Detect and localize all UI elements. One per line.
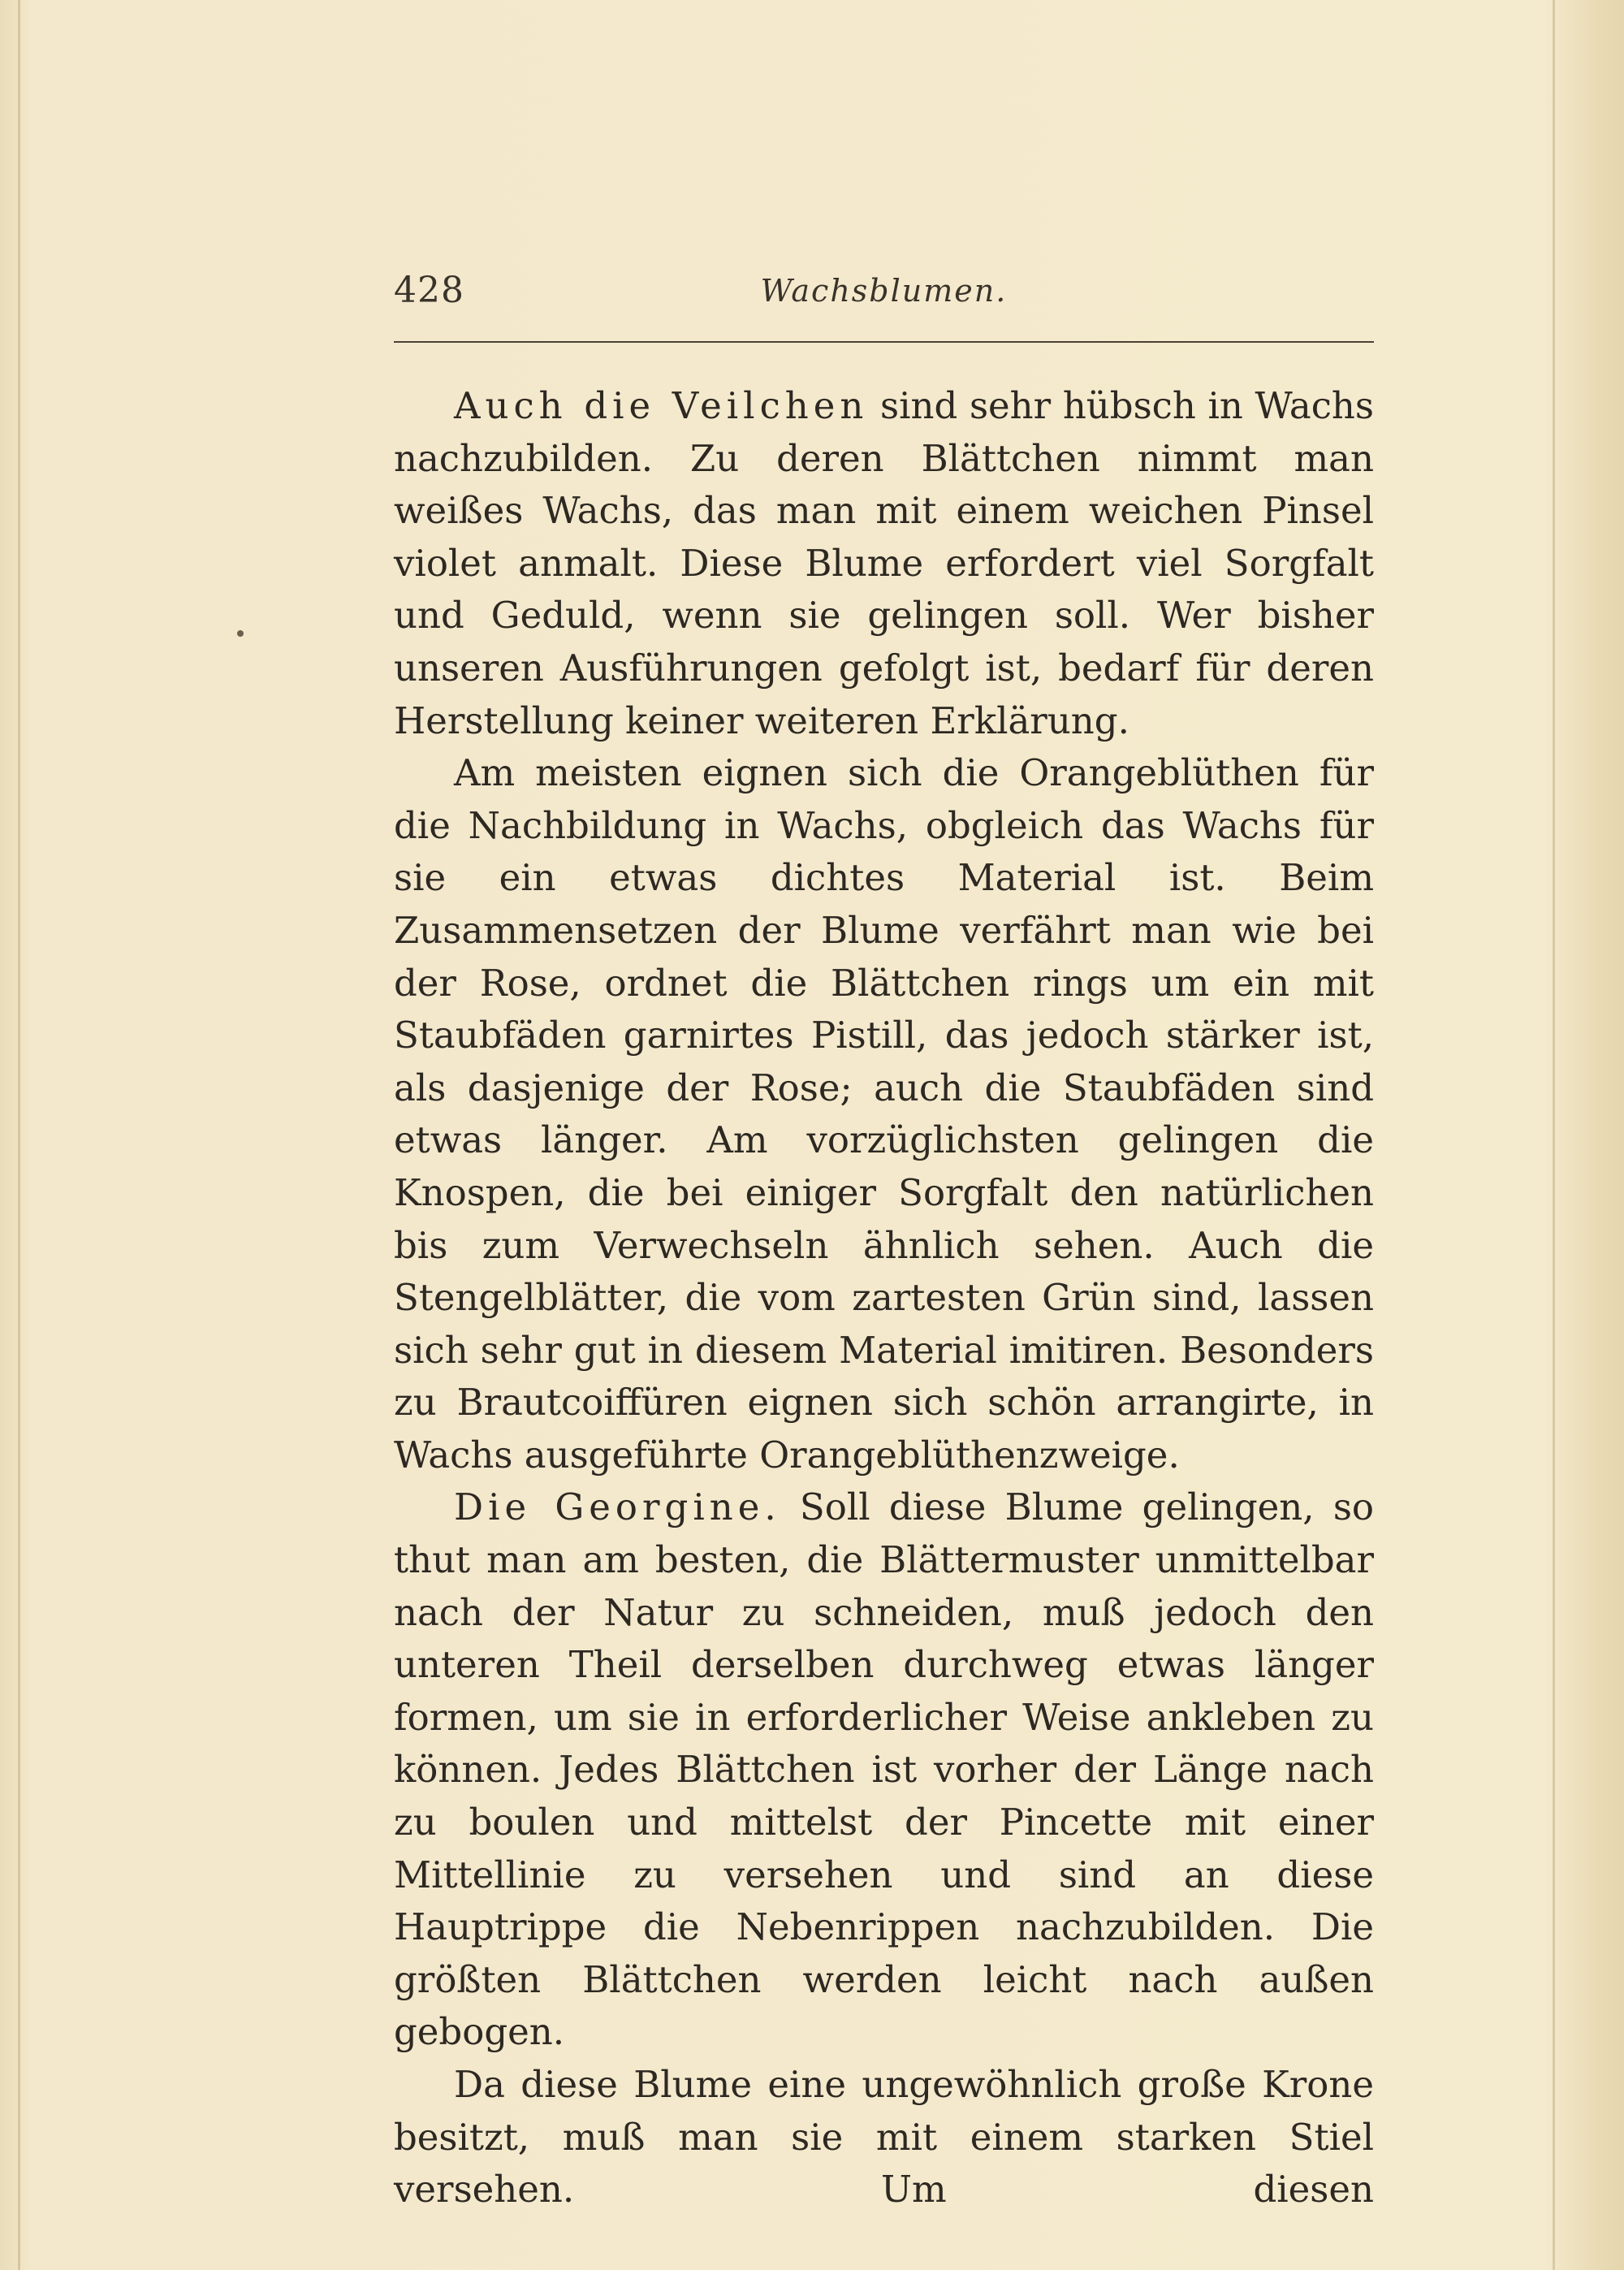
paragraph-lead: Auch die Veilchen xyxy=(454,384,869,427)
paragraph-text: sind sehr hübsch in Wachs nachzubilden. Zu deren Blättchen nimmt man weißes Wachs, das man mit einem weichen Pinsel violet anmalt. Diese Blume erfordert viel Sorgfalt und Geduld, wenn sie gelingen soll. Wer bisher unseren Ausführungen gefolgt ist, bedarf für deren Herstellung keiner weiteren Erklärung. xyxy=(394,384,1374,742)
paragraph-text: Da diese Blume eine ungewöhnlich große Krone besitzt, muß man sie mit einem starken Stiel versehen. Um diesen xyxy=(394,2063,1374,2212)
paragraph-lead: Die Georgine. xyxy=(454,1485,781,1529)
page-number: 428 xyxy=(394,270,464,311)
page-edge-line-right xyxy=(1553,0,1555,2270)
running-title: Wachsblumen. xyxy=(760,273,1008,309)
page-header xyxy=(394,270,1374,326)
header-rule xyxy=(394,341,1374,343)
page-edge-line xyxy=(18,0,20,2270)
paragraph xyxy=(394,2059,1374,2216)
paragraph-text: Soll diese Blume gelingen, so thut man am besten, die Blättermuster unmittelbar nach der Natur zu schneiden, muß jedoch den unteren Theil derselben durchweg etwas länger formen, um sie in erforderlicher Weise ankleben zu können. Jedes Blättchen ist vorher der Länge nach zu boulen und mittelst der Pincette mit einer Mittellinie zu versehen und sind an diese Hauptrippe die Nebenrippen nachzubilden. Die größten Blättchen werden leicht nach außen gebogen. xyxy=(394,1485,1375,2054)
paragraph-text: Am meisten eignen sich die Orangeblüthen für die Nachbildung in Wachs, obgleich das Wachs für sie ein etwas dichtes Material ist. Beim Zusammensetzen der Blume verfährt man wie bei der Rose, ordnet die Blättchen rings um ein mit Staubfäden garnirtes Pistill, das jedoch stärker ist, als dasjenige der Rose; auch die Staubfäden sind etwas länger. Am vorzüglichsten gelingen die Knospen, die bei einiger Sorgfalt den natürlichen bis zum Verwechseln ähnlich sehen. Auch die Stengelblätter, die vom zartesten Grün sind, lassen sich sehr gut in diesem Material imitiren. Besonders zu Brautcoiffüren eignen sich schön arrangirte, in Wachs ausgeführte Orangeblüthenzweige. xyxy=(394,751,1374,1477)
margin-dot xyxy=(237,630,244,637)
paragraph xyxy=(394,380,1374,747)
paragraph xyxy=(394,1481,1374,2059)
paragraph xyxy=(394,747,1374,1481)
body-text xyxy=(394,380,1374,2216)
